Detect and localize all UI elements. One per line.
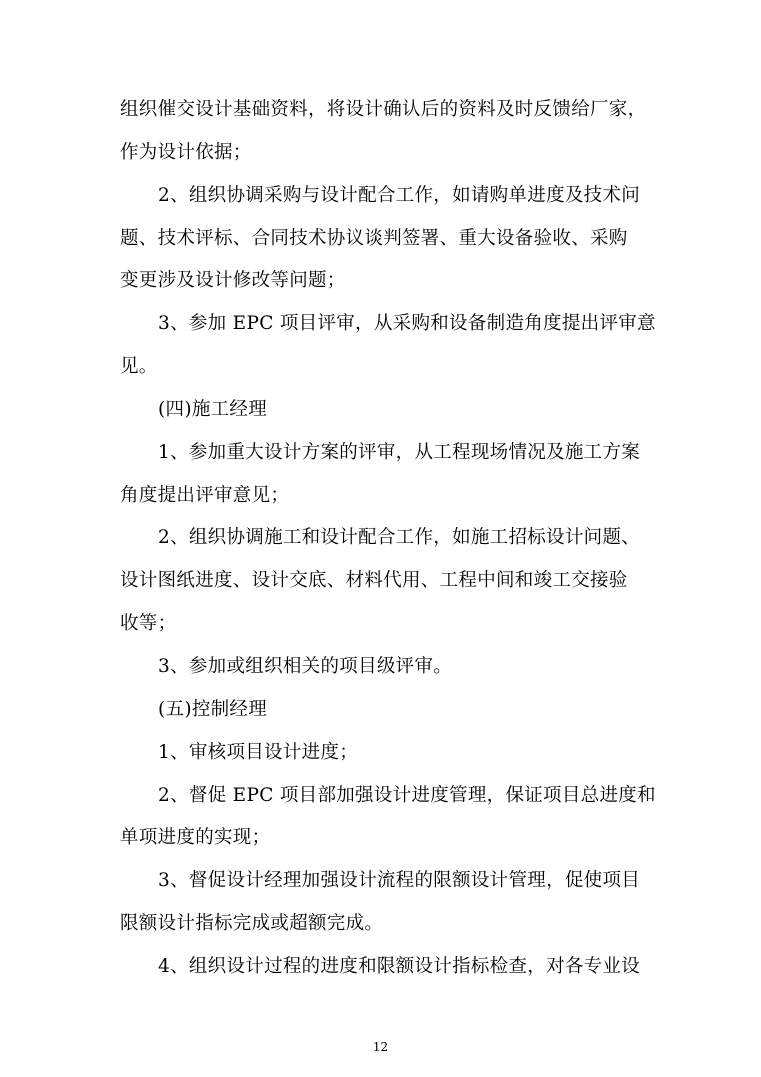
paragraph-line: 限额设计指标完成或超额完成。 (120, 913, 384, 934)
paragraph-line: 收等； (120, 613, 177, 634)
page-number: 12 (372, 1040, 389, 1054)
paragraph-line: 3、参加或组织相关的项目级评审。 (158, 656, 453, 677)
paragraph-line: 3、督促设计经理加强设计流程的限额设计管理，促使项目 (158, 870, 641, 891)
paragraph-line: 题、技术评标、合同技术协议谈判签署、重大设备验收、采购 (120, 228, 628, 249)
paragraph-line: 2、组织协调采购与设计配合工作，如请购单进度及技术问 (158, 185, 641, 206)
paragraph-line: 组织催交设计基础资料，将设计确认后的资料及时反馈给厂家， (120, 99, 647, 120)
paragraph-line: 1、审核项目设计进度； (158, 742, 359, 763)
paragraph-line: 3、参加 EPC 项目评审，从采购和设备制造角度提出评审意 (158, 313, 656, 334)
paragraph-line: 设计图纸进度、设计交底、材料代用、工程中间和竣工交接验 (120, 570, 628, 591)
paragraph-line: 2、组织协调施工和设计配合工作，如施工招标设计问题、 (158, 527, 641, 548)
paragraph-line: 1、参加重大设计方案的评审，从工程现场情况及施工方案 (158, 442, 641, 463)
paragraph-line: 作为设计依据； (120, 142, 252, 163)
paragraph-line: 单项进度的实现； (120, 827, 271, 848)
paragraph-line: 变更涉及设计修改等问题； (120, 270, 346, 291)
paragraph-line: 4、组织设计过程的进度和限额设计指标检查，对各专业设 (158, 956, 641, 977)
paragraph-line: 2、督促 EPC 项目部加强设计进度管理，保证项目总进度和 (158, 785, 656, 806)
section-heading: (五)控制经理 (158, 699, 268, 720)
paragraph-line: 角度提出评审意见； (120, 485, 290, 506)
paragraph-line: 见。 (120, 356, 158, 377)
section-heading: (四)施工经理 (158, 399, 268, 420)
